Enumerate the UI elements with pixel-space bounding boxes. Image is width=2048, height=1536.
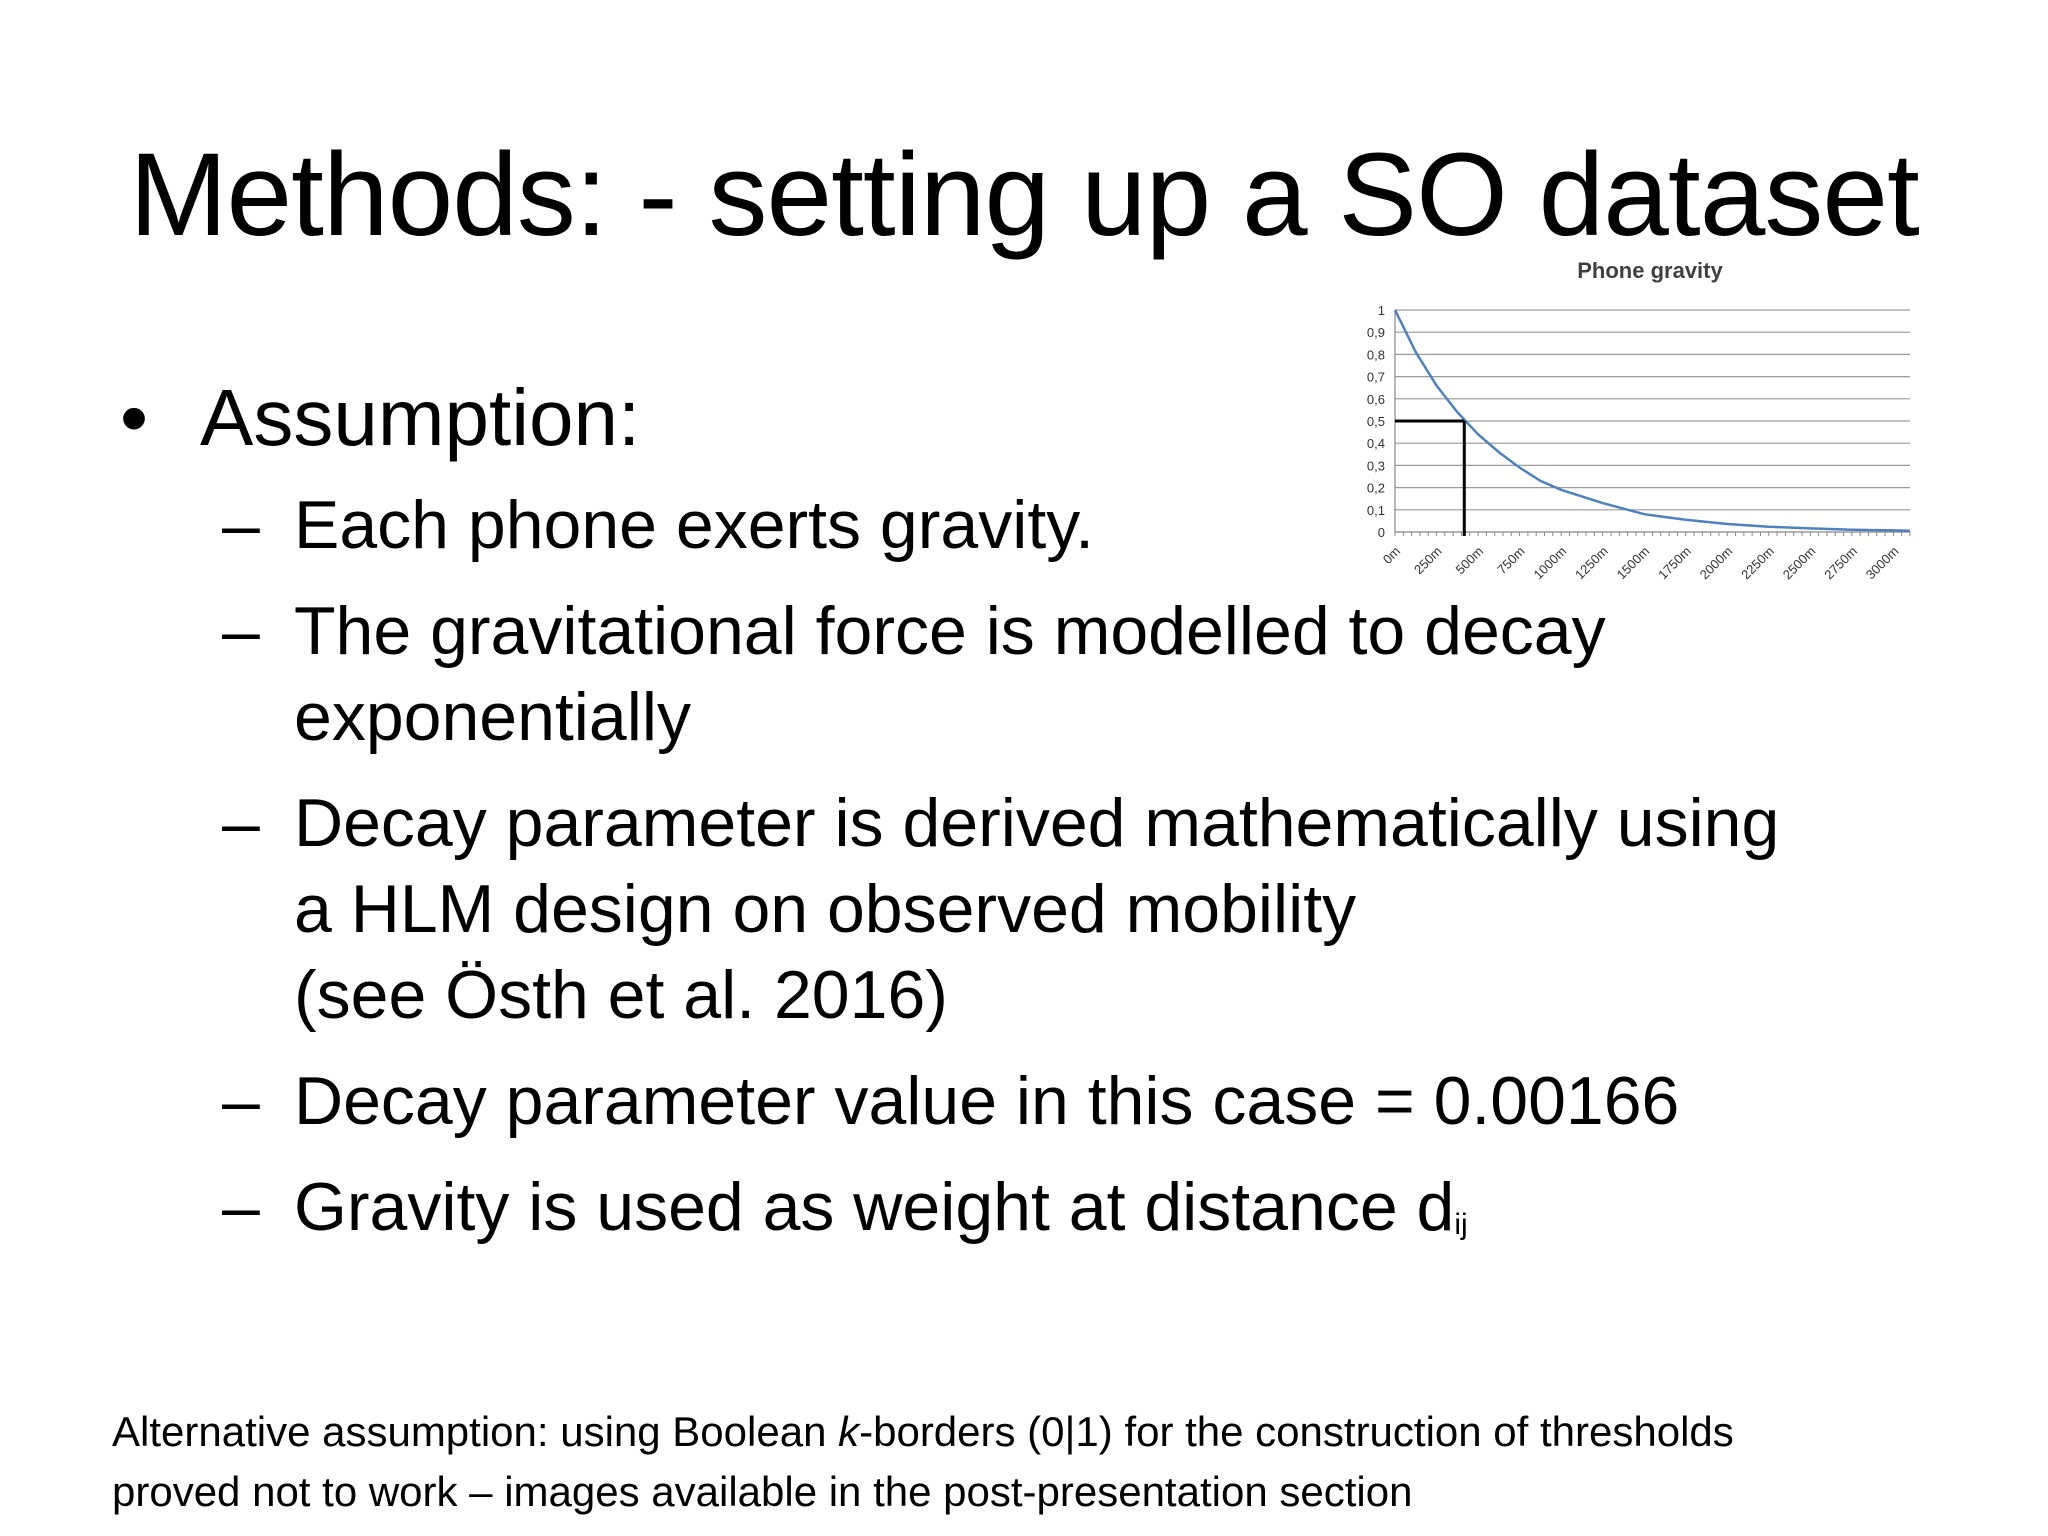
footnote-line2: proved not to work – images available in the post-presentation section	[112, 1468, 1413, 1515]
dash-marker: –	[222, 1169, 260, 1245]
sub-bullet-text: Decay parameter value in this case = 0.00166	[294, 1063, 1680, 1139]
bullet-label: Assumption:	[200, 373, 641, 462]
bullet-marker: •	[120, 373, 149, 462]
y-tick-label: 0,9	[1366, 325, 1385, 341]
footnote-text: -borders (0|1) for the construction of thresholds	[859, 1408, 1734, 1455]
footnote-text: Alternative assumption: using Boolean	[112, 1408, 839, 1455]
x-tick-label: 0m	[1379, 543, 1404, 567]
text-main: Gravity is used as weight at distance d	[294, 1169, 1455, 1245]
x-tick-label: 1250m	[1572, 543, 1611, 583]
sub-bullet-3	[222, 780, 1922, 1038]
sub-bullet-5	[222, 1164, 1922, 1268]
dash-marker: –	[222, 487, 260, 563]
y-tick-label: 0,4	[1366, 436, 1385, 452]
y-tick-label: 0,8	[1366, 347, 1385, 363]
sub-bullet-2	[222, 588, 1922, 760]
text-line: Decay parameter is derived mathematically using	[294, 785, 1780, 861]
sub-bullet-text	[294, 1164, 1922, 1268]
phone-gravity-chart	[1325, 250, 1925, 590]
x-tick-label: 750m	[1494, 543, 1528, 578]
sub-bullet-text	[294, 588, 1922, 760]
footnote-italic-k: k	[838, 1408, 860, 1455]
y-tick-label: 0,1	[1366, 502, 1385, 518]
x-tick-label: 500m	[1452, 543, 1487, 578]
x-tick-label: 250m	[1411, 543, 1445, 578]
y-tick-label: 0,3	[1366, 458, 1385, 474]
y-axis-ticks	[1367, 303, 1385, 540]
x-tick-label: 2000m	[1696, 543, 1736, 583]
text-line: exponentially	[294, 679, 691, 755]
chart-svg	[1325, 250, 1925, 590]
slide-title: Methods: - setting up a SO dataset	[129, 129, 1919, 261]
text-line: The gravitational force is modelled to decay	[294, 593, 1606, 669]
x-tick-label: 2250m	[1738, 543, 1777, 583]
dash-marker: –	[222, 1063, 260, 1139]
sub-bullet-text	[294, 780, 1922, 1038]
sub-bullet-list	[222, 482, 1922, 1288]
y-tick-label: 0	[1377, 525, 1385, 540]
gravity-curve	[1395, 310, 1910, 531]
sub-bullet-1	[222, 482, 1322, 568]
bullet-assumption	[120, 370, 640, 466]
x-axis-ticks	[1380, 532, 1910, 582]
text-line: a HLM design on observed mobility	[294, 871, 1357, 947]
x-tick-label: 2750m	[1821, 543, 1860, 583]
y-tick-label: 0,5	[1366, 414, 1385, 429]
y-tick-label: 1	[1377, 303, 1385, 318]
y-tick-label: 0,2	[1366, 480, 1385, 496]
x-tick-label: 1000m	[1530, 543, 1570, 583]
chart-title: Phone gravity	[1577, 258, 1723, 283]
dash-marker: –	[222, 593, 260, 669]
x-tick-label: 1500m	[1613, 543, 1653, 583]
y-tick-label: 0,6	[1366, 391, 1385, 407]
sub-bullet-text: Each phone exerts gravity.	[294, 487, 1095, 563]
sub-bullet-4	[222, 1058, 1922, 1144]
x-tick-label: 2500m	[1779, 543, 1819, 583]
x-tick-label: 1750m	[1655, 543, 1694, 583]
reference-marker	[1395, 421, 1464, 536]
x-tick-label: 3000m	[1862, 543, 1902, 583]
chart-grid	[1395, 310, 1910, 532]
footnote	[112, 1402, 1992, 1522]
subscript-ij: ij	[1454, 1208, 1468, 1241]
dash-marker: –	[222, 785, 260, 861]
chart-series	[1395, 310, 1910, 531]
y-tick-label: 0,7	[1366, 369, 1385, 385]
text-line: (see Östh et al. 2016)	[294, 957, 948, 1033]
